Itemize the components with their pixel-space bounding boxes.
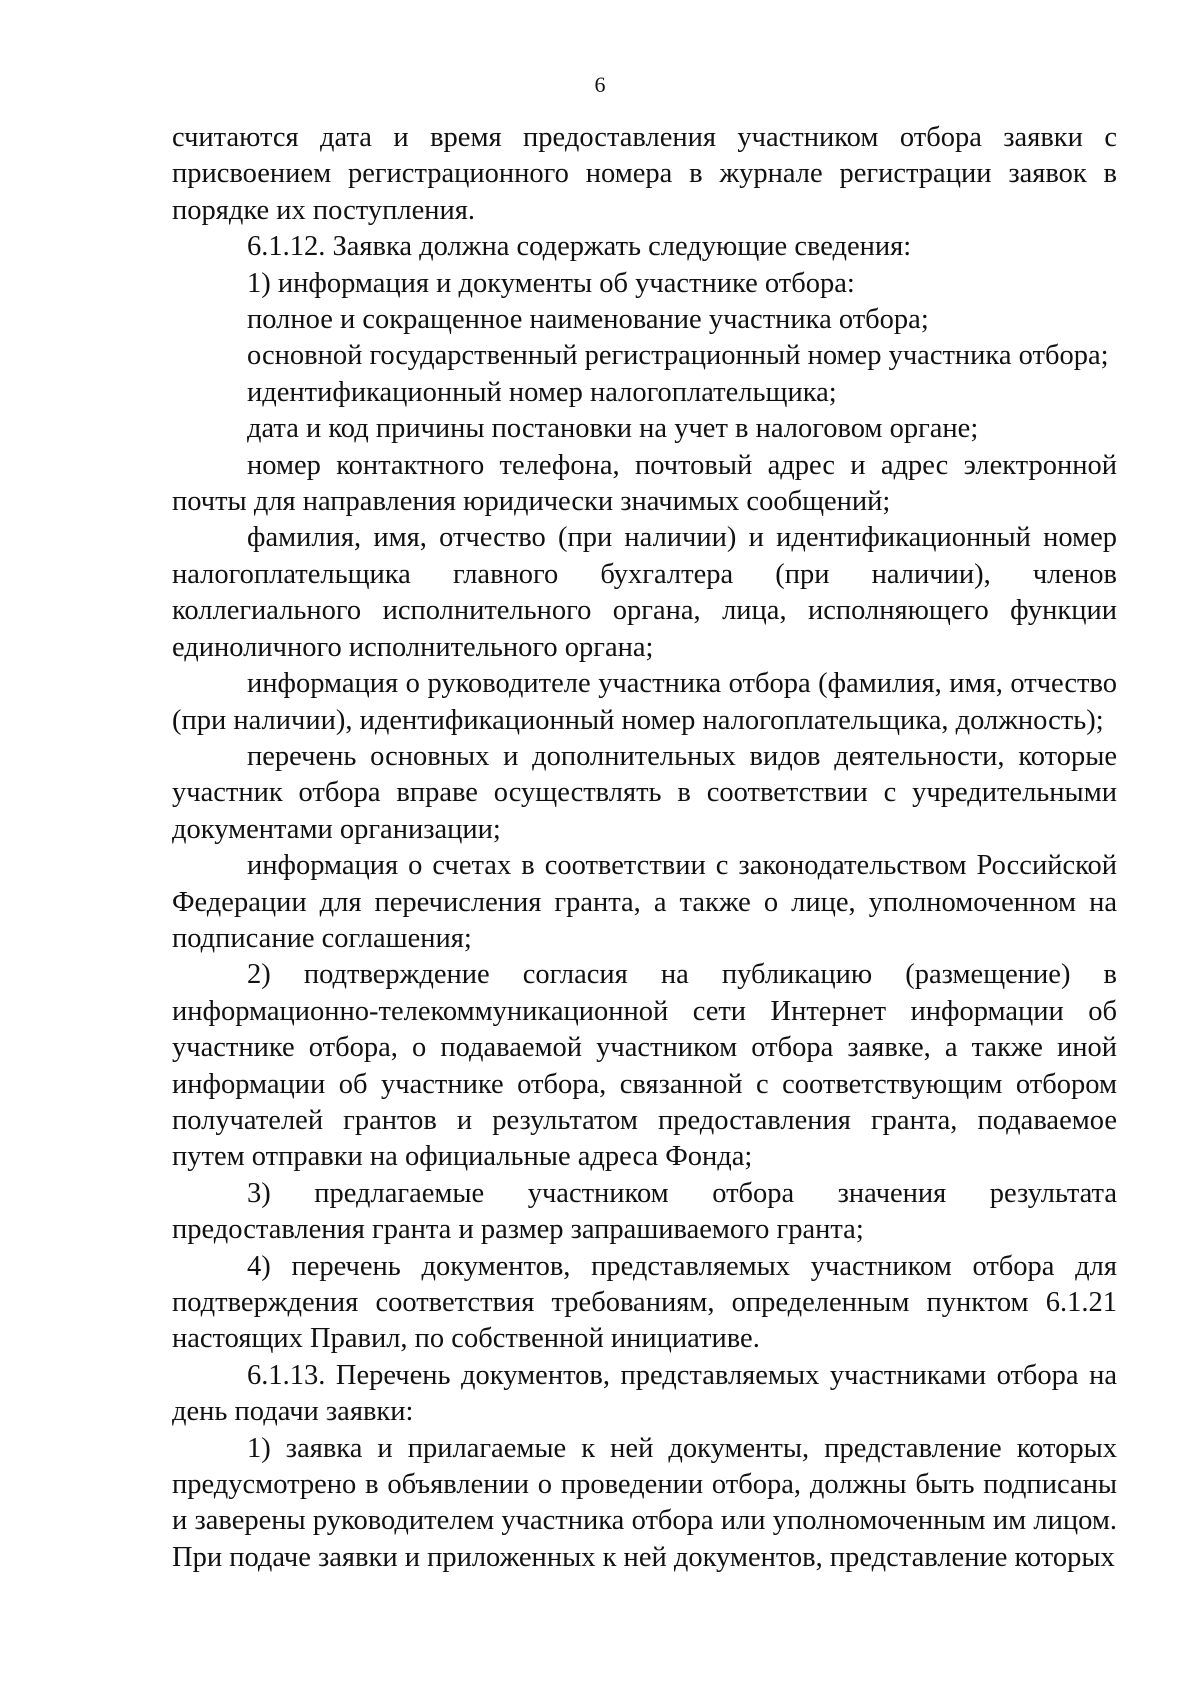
paragraph: основной государственный регистрационный номер участника отбора;	[247, 340, 1109, 372]
paragraph: фамилия, имя, отчество (при наличии) и идентификационный номер налогоплательщика главного бухгалтера (при наличии), членов коллегиального исполнительного органа, лица, исполняющего функции единоличного исполнительного органа;	[172, 522, 1117, 663]
paragraph: 4) перечень документов, представляемых участником отбора для подтверждения соответствия требованиям, определенным пунктом 6.1.21 настоящих Правил, по собственной инициативе.	[172, 1250, 1117, 1355]
paragraph: перечень основных и дополнительных видов деятельности, которые участник отбора вправе осуществлять в соответствии с учредительными документами организации;	[172, 740, 1117, 845]
paragraph: считаются дата и время предоставления участником отбора заявки с присвоением регистрационного номера в журнале регистрации заявок в порядке их поступления.	[172, 122, 1117, 226]
paragraph: информация о счетах в соответствии с законодательством Российской Федерации для перечисления гранта, а также о лице, уполномоченном на подписание соглашения;	[172, 850, 1117, 954]
paragraph: дата и код причины постановки на учет в налоговом органе;	[247, 413, 979, 445]
paragraph: 1) заявка и прилагаемые к ней документы, представление которых предусмотрено в объявлении о проведении отбора, должны быть подписаны и заверены руководителем участника отбора или уполномоченным им лицом. При подаче заявки и приложенных к ней документов, представление которых	[172, 1432, 1117, 1573]
paragraph: 6.1.13. Перечень документов, представляемых участниками отбора на день подачи заявки:	[172, 1359, 1117, 1428]
paragraph: 1) информация и документы об участнике отбора:	[247, 267, 855, 299]
paragraph: номер контактного телефона, почтовый адрес и адрес электронной почты для направления юридически значимых сообщений;	[172, 449, 1117, 518]
page-number: 6	[594, 72, 606, 97]
paragraph: 3) предлагаемые участником отбора значения результата предоставления гранта и размер запрашиваемого гранта;	[172, 1177, 1117, 1246]
paragraph: информация о руководителе участника отбора (фамилия, имя, отчество (при наличии), идентификационный номер налогоплательщика, должность);	[172, 668, 1117, 736]
paragraph: 2) подтверждение согласия на публикацию (размещение) в информационно-телекоммуникационной сети Интернет информации об участнике отбора, о подаваемой участником отбора заявке, а также иной информации об участнике отбора, связанной с соответствующим отбором получателей грантов и результатом предоставления гранта, подаваемое путем отправки на официальные адреса Фонда;	[172, 959, 1117, 1173]
paragraph: 6.1.12. Заявка должна содержать следующие сведения:	[247, 231, 912, 263]
document-body	[172, 120, 1117, 1576]
paragraph: полное и сокращенное наименование участника отбора;	[247, 304, 929, 336]
paragraph: идентификационный номер налогоплательщика;	[247, 376, 837, 408]
